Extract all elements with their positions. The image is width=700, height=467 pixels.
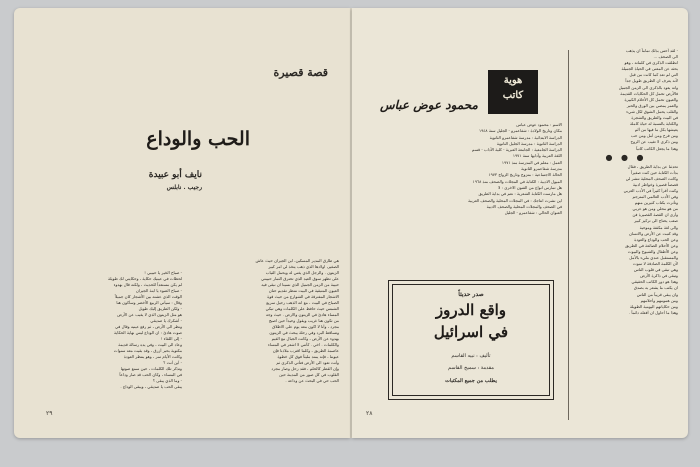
ad-intro: مقدمة : سميح القاسم <box>448 365 494 371</box>
story-line: من تكون هنا غريب ويقول وحيداً حين اصبح <box>268 318 339 323</box>
info-line: الميول الادبية : الكتابة في المجلات والصحف منذ ١٩٦٨ <box>472 178 562 184</box>
column-line: بدأت الكتابة حين كنت صغيراً <box>630 169 678 175</box>
book-advertisement <box>388 280 554 400</box>
info-line: اين نشرت انتاجك : في المجلات المحلية والصحف العربية <box>468 197 562 203</box>
column-line: وقد كتبت عن الأرض والانسان <box>628 230 678 236</box>
left-page <box>14 8 350 438</box>
column-line: وهي تبقى في قلوب الناس <box>633 267 678 273</box>
page-number-right: ٢٨ <box>366 410 373 417</box>
column-line: وفي الأدب العالمي المترجم <box>632 194 678 200</box>
column-line: تحدثنا عن بداية الطريق ، فقال <box>627 163 678 169</box>
story-line: - صباح الخير يا حبيبي ! <box>144 270 182 275</box>
ad-order: يطلب من جميع المكتبات <box>445 378 497 384</box>
story-title: الحب والوداع <box>146 128 250 150</box>
column-line: يعيشها بكل ما فيها من ألم <box>634 127 678 133</box>
story-line: هي طارق المدير المسكين، ابن الجيران حيث عاش <box>255 258 339 263</box>
info-line: الدراسة الجامعية : الجامعة العبرية - كلية الآداب - قسم <box>471 147 562 153</box>
column-line: وهذا ما أحاول ان أفعله دائماً . <box>628 309 678 315</box>
story-line: الاشجار المفترقة في الشوارع من حيث قوة <box>267 294 339 299</box>
column-line: فالأرض تحمل كل الحكايات القديمة <box>620 90 678 96</box>
story-line: العيون المتبقية في البيت ننتظر تقديم حنان <box>268 288 339 293</box>
section-label: قصة قصيرة <box>273 66 328 79</box>
column-line: بحثه عن المعنى في الحياة الجميلة <box>621 66 678 72</box>
info-line: اللغة العربية وآدابها سنة ١٩٧١ <box>512 153 562 159</box>
box-line2: كاتب <box>502 90 524 101</box>
column-line: ان يكتب ما يشعر به بصدق <box>633 285 678 291</box>
story-line: الصباح في البيت ، مع انه الذهب رحيل سريع <box>266 300 339 305</box>
column-line: وهذا هو دور الكاتب الحقيقي <box>631 279 678 285</box>
story-line: على تظهر سوق العيد الذي تحترق الثمار حبيبتي <box>261 276 339 281</box>
info-line: هل مارست الكتابة الشعرية : نعم في بداية الطريق <box>478 191 562 197</box>
story-line: يبقى الحب يا صديقي ، ويبقى الوداع . <box>120 384 182 389</box>
ad-author: تأليف : نبيه القاسم <box>451 353 491 359</box>
story-line: - إلى اللقاء ! <box>160 336 182 341</box>
column-line: انطلقت الذكرى في كلماته ، وهو <box>624 60 678 66</box>
story-line: وقال : سيأتي الربيع الأخضر وسأكون هنا <box>116 300 182 305</box>
story-line: - أشكرك يا صديقي <box>150 318 182 323</box>
info-line: مدرسة شفاعمرو الثانوية <box>521 166 562 172</box>
column-line: وانه يعود بالذكرى الى الزمن الجميل <box>618 84 678 90</box>
story-line: مجرد ، وأنا لا اكون معه يوم على الاطلاق <box>272 324 339 329</box>
info-line: في الصحف والمجلات المحلية والصحف الادبية <box>486 203 562 209</box>
story-column-right <box>194 258 339 384</box>
column-line: في البيت والطريق والشجرة <box>631 115 678 121</box>
story-line: وكانت الأيام تمر ، وهو ينتظر العودة <box>123 354 182 359</box>
story-line: الزيتون . والرجل الذي يغني له ويحمل الثياب <box>265 270 339 275</box>
story-line: لم يكن مستعداً للحديث ، ولكنه قال بهدوء <box>113 282 182 287</box>
story-line: وعاد الى البيت ، وفي يده رسالة قديمة <box>118 342 182 347</box>
story-line: ونظر الى الأرض ، ثم رفع عينيه وقال في <box>115 324 182 329</box>
story-author: نايف أبو عبيدة <box>148 170 202 180</box>
story-line: - ولكن الطريق إليك طويل <box>138 306 182 311</box>
column-line: وعن الأحلام الضائعة في الطريق <box>625 242 678 248</box>
column-line: لأن الكلمة الصادقة لا تموت <box>632 261 678 267</box>
story-line: الشمس حيث حافظ على الكلمات وهي تبكي <box>265 306 339 311</box>
story-line: وإن القطر كالحلم ، فقد رحل وصار مجرد <box>271 366 339 371</box>
right-page <box>352 8 688 438</box>
story-line: وتذكر تلك الكلمات ، حين سمع صوتها <box>120 366 182 371</box>
info-line: العنوان الحالي : شفاعمرو - الجليل <box>504 210 562 216</box>
column-line: ومن همومهم وأحلامهم <box>640 297 678 303</box>
column-line: وكانت الصحف المحلية تنشر لي <box>625 175 678 181</box>
column-line: وتأثرت بكتاب كثيرين منهم <box>634 200 678 206</box>
ad-title-line2: في اسرائيل <box>433 323 509 341</box>
column-line: التي لم تعد كما كانت من قبل <box>629 72 678 78</box>
column-line: - لقد أحس بذلك تماماً ان يذهب <box>625 48 678 53</box>
story-line: الصغير، اولادها الذي ذهب يتخذ لي امر كبير <box>268 264 339 269</box>
info-line: العمل : معلم في المدرسة منذ ١٩٧١ <box>501 159 562 165</box>
column-rule <box>568 50 569 420</box>
column-line: لأنه يعرف ان الطريق طويل جداً <box>625 78 678 84</box>
story-line: هو مثل الزيتون الذي لا يغيب عن الأرض <box>117 312 182 317</box>
story-line: صوت هادئ : ان الوداع ليس نهاية الحكاية <box>114 330 182 335</box>
info-line: الحالة الاجتماعية : متزوج وتاريخ الزواج ١٩٧٣ <box>488 172 562 178</box>
column-line: وكنت أقرأ كثيراً في الأدب العربي <box>623 187 678 193</box>
story-line: وتساقط البرد وفي رحلة يبحث في الزيتون <box>269 330 339 335</box>
writer-info <box>372 122 562 216</box>
story-line: حبيبة من الزمن الجميل الذي نسينا ان نبقى فيه <box>261 282 339 287</box>
story-line: مكتوبة بحبر أزرق ، وقد بقيت معه سنوات <box>113 348 182 353</box>
info-line: الاسم : محمود عوض عباس <box>516 122 562 127</box>
author-location: رجيب . نابلس <box>166 184 202 191</box>
story-line: الحب حي في البحث عن وداعه . <box>285 378 339 383</box>
column-line: والى لغة مكثفة وموحية <box>639 224 678 230</box>
story-line: - صباح الضوء يا ابنة الجيران <box>135 288 182 293</box>
column-line: ومن حكاياتهم اليومية الطويلة <box>629 303 678 309</box>
page-number-left: ٢٩ <box>46 410 53 417</box>
column-line: وعن الحب والوداع والعودة <box>634 236 678 242</box>
column-line: والعمر يمضي بين الورق والحبر <box>626 102 678 108</box>
column-line: والعيون تحمل كل الأحلام الكبيرة <box>624 96 678 102</box>
column-line: والمستقبل عندي مليء بالأمل <box>629 255 678 260</box>
writer-name: محمود عوض عباس <box>380 98 478 112</box>
story-line: الوقت الذي عشته بين الأشجار كان جميلاً <box>114 294 182 299</box>
column-line: ومن ذكرى لا تغيب عن الروح <box>630 139 678 145</box>
ad-pre: صدر حديثاً <box>458 291 484 298</box>
info-line: هل تمارس انواع من الفنون الاخرى : لا <box>498 184 562 190</box>
column-line: وأرى ان القصة القصيرة فن <box>632 212 678 218</box>
writer-identity-box <box>488 70 538 114</box>
story-line: - وما الذي يبقى ؟ <box>152 378 182 383</box>
ad-title-line1: واقع الدروز <box>435 301 507 319</box>
story-line: عاصمة الطريق ، وكلما اقترب ملاذنا فإن <box>272 348 339 353</box>
column-line: الى الصحف ... <box>653 54 678 60</box>
column-line: قصصاً قصيرة وخواطر ادبية <box>632 181 678 187</box>
column-line: ومن فرح ومن أمل ومن حب <box>630 133 678 139</box>
column-line: وان يبقى قريباً من الناس <box>636 291 678 297</box>
story-line: المساء هادئ في الزيتون والارض . حيث وجه <box>265 312 339 317</box>
column-line: وتبقى في ذاكرة الأرض <box>640 273 678 279</box>
column-line: صعب يحتاج الى تركيز كبير <box>634 218 678 224</box>
column-line: والقلب يحمل الشوق لكل شيء <box>626 108 678 114</box>
info-line: مكان وتاريخ الولادة : شفاعمرو - الجليل سنة ١٩٤٨ <box>478 128 562 134</box>
column-line: وعن الأطفال والشيوخ والبيوت <box>627 248 678 254</box>
interview-column <box>574 48 678 316</box>
info-line: الدراسة الابتدائية : مدرسة شفاعمرو الثانوية <box>489 134 562 140</box>
story-line: وأنت تعود الى الأرض فتأتي الذكرى ثم <box>276 360 339 365</box>
column-line: والكتابة بالنسبة له حياة كاملة <box>629 121 678 127</box>
story-column-left <box>44 270 182 390</box>
story-line: بهدوء عن الأرض ، وكانت الجبال مع الغيم <box>271 336 339 341</box>
story-line: القلوب في كل صور من المدينة حين <box>279 372 339 377</box>
section-dots: ● ● ● <box>605 152 647 162</box>
story-line: عيوننا ، فإنه يمتد مليئاً فوق كل خطوة <box>277 354 339 359</box>
story-line: لحظات في عينيك حكاية ، وحكايتي لك طويلة <box>108 276 182 281</box>
info-line: الدراسة الثانوية : مدرسة الجليل الثانوية <box>496 140 562 146</box>
story-line: - أين أنت ؟ <box>163 360 182 365</box>
story-line: في المساء ، وكان الحب قد صار وداعاً <box>119 372 182 377</box>
box-line1: هوية <box>503 75 523 86</box>
column-line: من هو محلي ومن هو عربي <box>632 206 678 212</box>
story-line: والكلمات . اخي . كأنني لا اشعر في المساء <box>268 342 339 347</box>
column-line: وهذا ما يجعل الكاتب كاتباً <box>636 145 678 151</box>
